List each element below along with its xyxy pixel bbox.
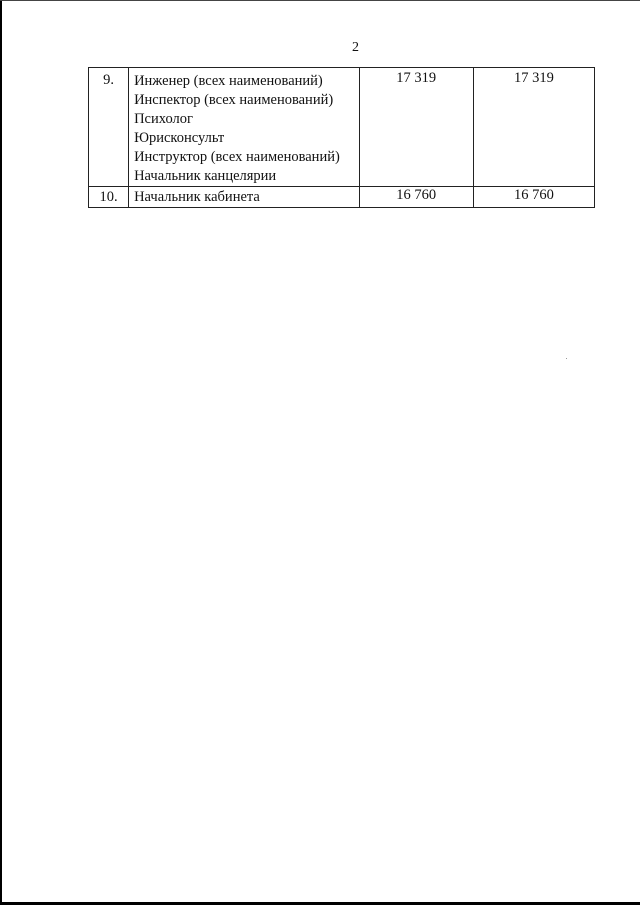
position-name: Инженер (всех наименований) — [134, 73, 323, 89]
value-cell-1: 17 319 — [359, 68, 473, 187]
position-name: Юрисконсульт — [134, 130, 225, 146]
salary-table — [88, 67, 595, 208]
scan-speck — [566, 358, 567, 359]
table-row — [89, 187, 595, 208]
position-name: Начальник кабинета — [134, 189, 260, 205]
value-cell-1: 16 760 — [359, 187, 473, 208]
page-top-edge — [0, 0, 640, 1]
value-cell-2: 16 760 — [473, 187, 594, 208]
page-number: 2 — [352, 40, 359, 55]
row-number: 10. — [89, 187, 129, 208]
position-name: Психолог — [134, 111, 193, 127]
position-list-cell — [129, 187, 359, 208]
position-list-cell — [129, 68, 359, 187]
position-name: Инструктор (всех наименований) — [134, 149, 340, 165]
position-name: Начальник канцелярии — [134, 168, 277, 184]
page-left-edge — [0, 0, 2, 905]
value-cell-2: 17 319 — [473, 68, 594, 187]
row-number: 9. — [89, 68, 129, 187]
table-row — [89, 68, 595, 187]
position-name: Инспектор (всех наименований) — [134, 92, 334, 108]
